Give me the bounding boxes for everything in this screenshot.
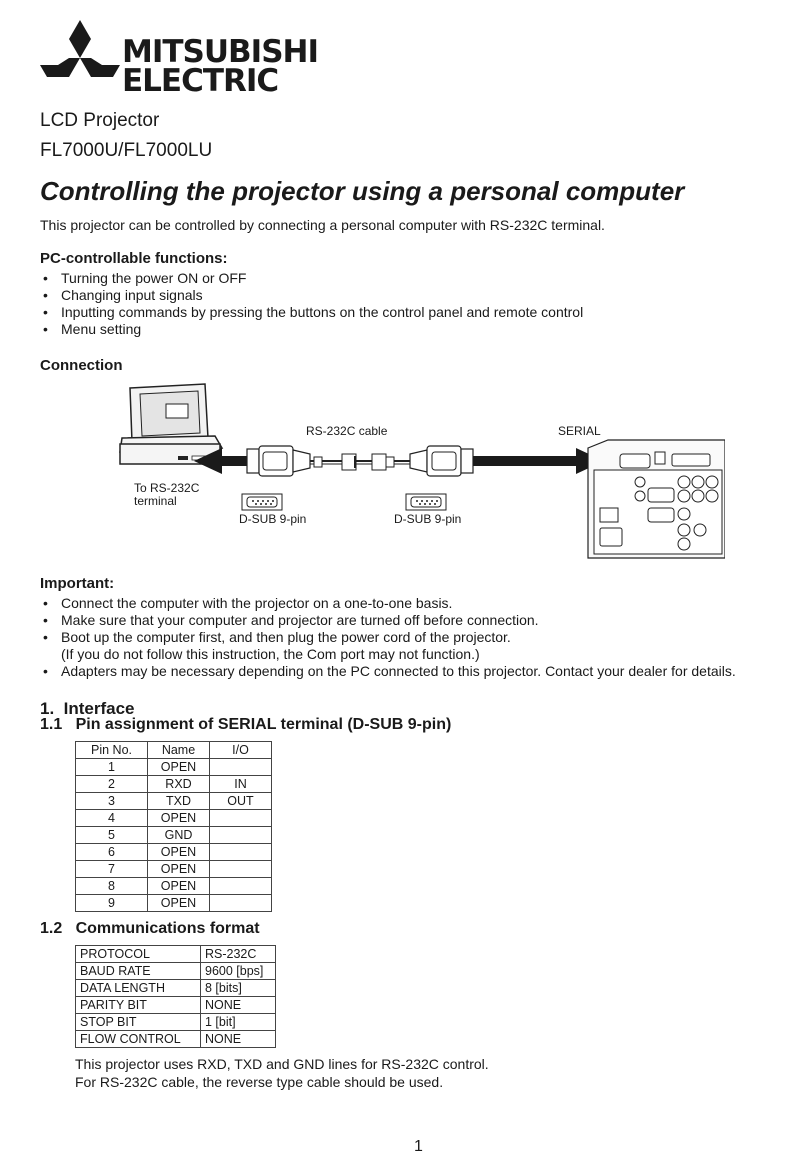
table-row	[76, 895, 272, 912]
table-cell	[210, 844, 272, 861]
table-cell: RS-232C	[201, 946, 276, 963]
table-cell: 9	[76, 895, 148, 912]
table-row	[76, 793, 272, 810]
table-cell	[210, 861, 272, 878]
table-cell: OUT	[210, 793, 272, 810]
pc-functions-list	[40, 270, 760, 338]
table-cell: DATA LENGTH	[76, 980, 201, 997]
table-cell: 5	[76, 827, 148, 844]
brand-line-1: MITSUBISHI	[122, 34, 318, 70]
table-row	[76, 878, 272, 895]
note-line-2: For RS-232C cable, the reverse type cable should be used.	[75, 1074, 444, 1090]
column-header: I/O	[210, 742, 272, 759]
computer-icon	[120, 384, 222, 464]
pin-assignment-table	[75, 741, 272, 912]
table-cell: 8	[76, 878, 148, 895]
note-line-1: This projector uses RXD, TXD and GND lines for RS-232C control.	[75, 1056, 489, 1072]
column-header: Pin No.	[76, 742, 148, 759]
dsub-pictogram-right-icon	[406, 494, 446, 510]
model-name: FL7000U/FL7000LU	[40, 140, 213, 161]
table-cell: 1	[76, 759, 148, 776]
table-row	[76, 776, 272, 793]
table-cell: NONE	[201, 1031, 276, 1048]
to-rs232c-line-2: terminal	[134, 494, 177, 508]
dsub-right-label: D-SUB 9-pin	[394, 512, 462, 526]
table-row	[76, 997, 276, 1014]
table-cell: PARITY BIT	[76, 997, 201, 1014]
table-cell: RXD	[148, 776, 210, 793]
list-item: • Turning the power ON or OFF	[40, 270, 760, 287]
list-item: • Changing input signals	[40, 287, 760, 304]
table-row	[76, 946, 276, 963]
table-cell: OPEN	[148, 895, 210, 912]
table-cell: 9600 [bps]	[201, 963, 276, 980]
table-cell: OPEN	[148, 759, 210, 776]
column-header: Name	[148, 742, 210, 759]
important-heading: Important:	[40, 575, 115, 592]
product-type: LCD Projector	[40, 110, 160, 131]
list-item: • Boot up the computer first, and then plug the power cord of the projector.	[40, 629, 785, 646]
table-cell: 2	[76, 776, 148, 793]
table-cell: 1 [bit]	[201, 1014, 276, 1031]
to-rs232c-line-1: To RS-232C	[134, 481, 200, 495]
table-cell	[210, 810, 272, 827]
list-item: • Connect the computer with the projector on a one-to-one basis.	[40, 595, 785, 612]
projector-rear-panel-icon	[588, 440, 725, 558]
table-header-row	[76, 742, 272, 759]
table-cell: 4	[76, 810, 148, 827]
table-cell	[210, 759, 272, 776]
pc-functions-heading: PC-controllable functions:	[40, 250, 228, 267]
table-cell: IN	[210, 776, 272, 793]
list-item: • Inputting commands by pressing the buttons on the control panel and remote control	[40, 304, 760, 321]
dsub-left-label: D-SUB 9-pin	[239, 512, 307, 526]
serial-label: SERIAL	[558, 424, 601, 438]
table-row	[76, 963, 276, 980]
table-cell: BAUD RATE	[76, 963, 201, 980]
table-cell: FLOW CONTROL	[76, 1031, 201, 1048]
mitsubishi-logo-icon	[40, 20, 120, 96]
important-list	[40, 595, 785, 680]
table-cell	[210, 878, 272, 895]
intro-text: This projector can be controlled by connecting a personal computer with RS-232C terminal.	[40, 217, 605, 233]
connection-heading: Connection	[40, 357, 123, 374]
dsub-connector-right-icon	[410, 446, 473, 476]
table-cell: TXD	[148, 793, 210, 810]
table-cell: OPEN	[148, 844, 210, 861]
table-cell: 8 [bits]	[201, 980, 276, 997]
table-cell: NONE	[201, 997, 276, 1014]
table-cell: OPEN	[148, 878, 210, 895]
list-item: • Adapters may be necessary depending on the PC connected to this projector. Contact your dealer for details.	[40, 663, 785, 680]
connection-diagram	[110, 378, 725, 563]
list-item: • Make sure that your computer and projector are turned off before connection.	[40, 612, 785, 629]
page-number: 1	[414, 1138, 423, 1155]
table-cell: GND	[148, 827, 210, 844]
table-row	[76, 1031, 276, 1048]
table-cell: 3	[76, 793, 148, 810]
to-rs232c-label	[134, 482, 199, 508]
table-cell: 7	[76, 861, 148, 878]
table-cell: OPEN	[148, 810, 210, 827]
brand-wordmark	[122, 34, 318, 99]
dsub-connector-left-icon	[247, 446, 310, 476]
cable-label: RS-232C cable	[306, 424, 388, 438]
comm-format-table	[75, 945, 276, 1048]
table-cell: STOP BIT	[76, 1014, 201, 1031]
table-cell: 6	[76, 844, 148, 861]
dsub-pictogram-left-icon	[242, 494, 282, 510]
table-cell: OPEN	[148, 861, 210, 878]
list-item-continuation: (If you do not follow this instruction, the Com port may not function.)	[61, 646, 480, 662]
page-title: Controlling the projector using a personal computer	[40, 176, 685, 206]
table-row	[76, 861, 272, 878]
table-row	[76, 980, 276, 997]
comm-format-heading: 1.2 Communications format	[40, 920, 260, 937]
table-row	[76, 844, 272, 861]
brand-line-2: ELECTRIC	[122, 63, 279, 99]
table-cell	[210, 827, 272, 844]
table-row	[76, 810, 272, 827]
table-cell: PROTOCOL	[76, 946, 201, 963]
list-item: • Menu setting	[40, 321, 760, 338]
interface-heading: 1. Interface	[40, 699, 135, 718]
table-cell	[210, 895, 272, 912]
pin-assignment-heading: 1.1 Pin assignment of SERIAL terminal (D-SUB 9-pin)	[40, 716, 452, 733]
table-row	[76, 1014, 276, 1031]
table-row	[76, 759, 272, 776]
table-row	[76, 827, 272, 844]
